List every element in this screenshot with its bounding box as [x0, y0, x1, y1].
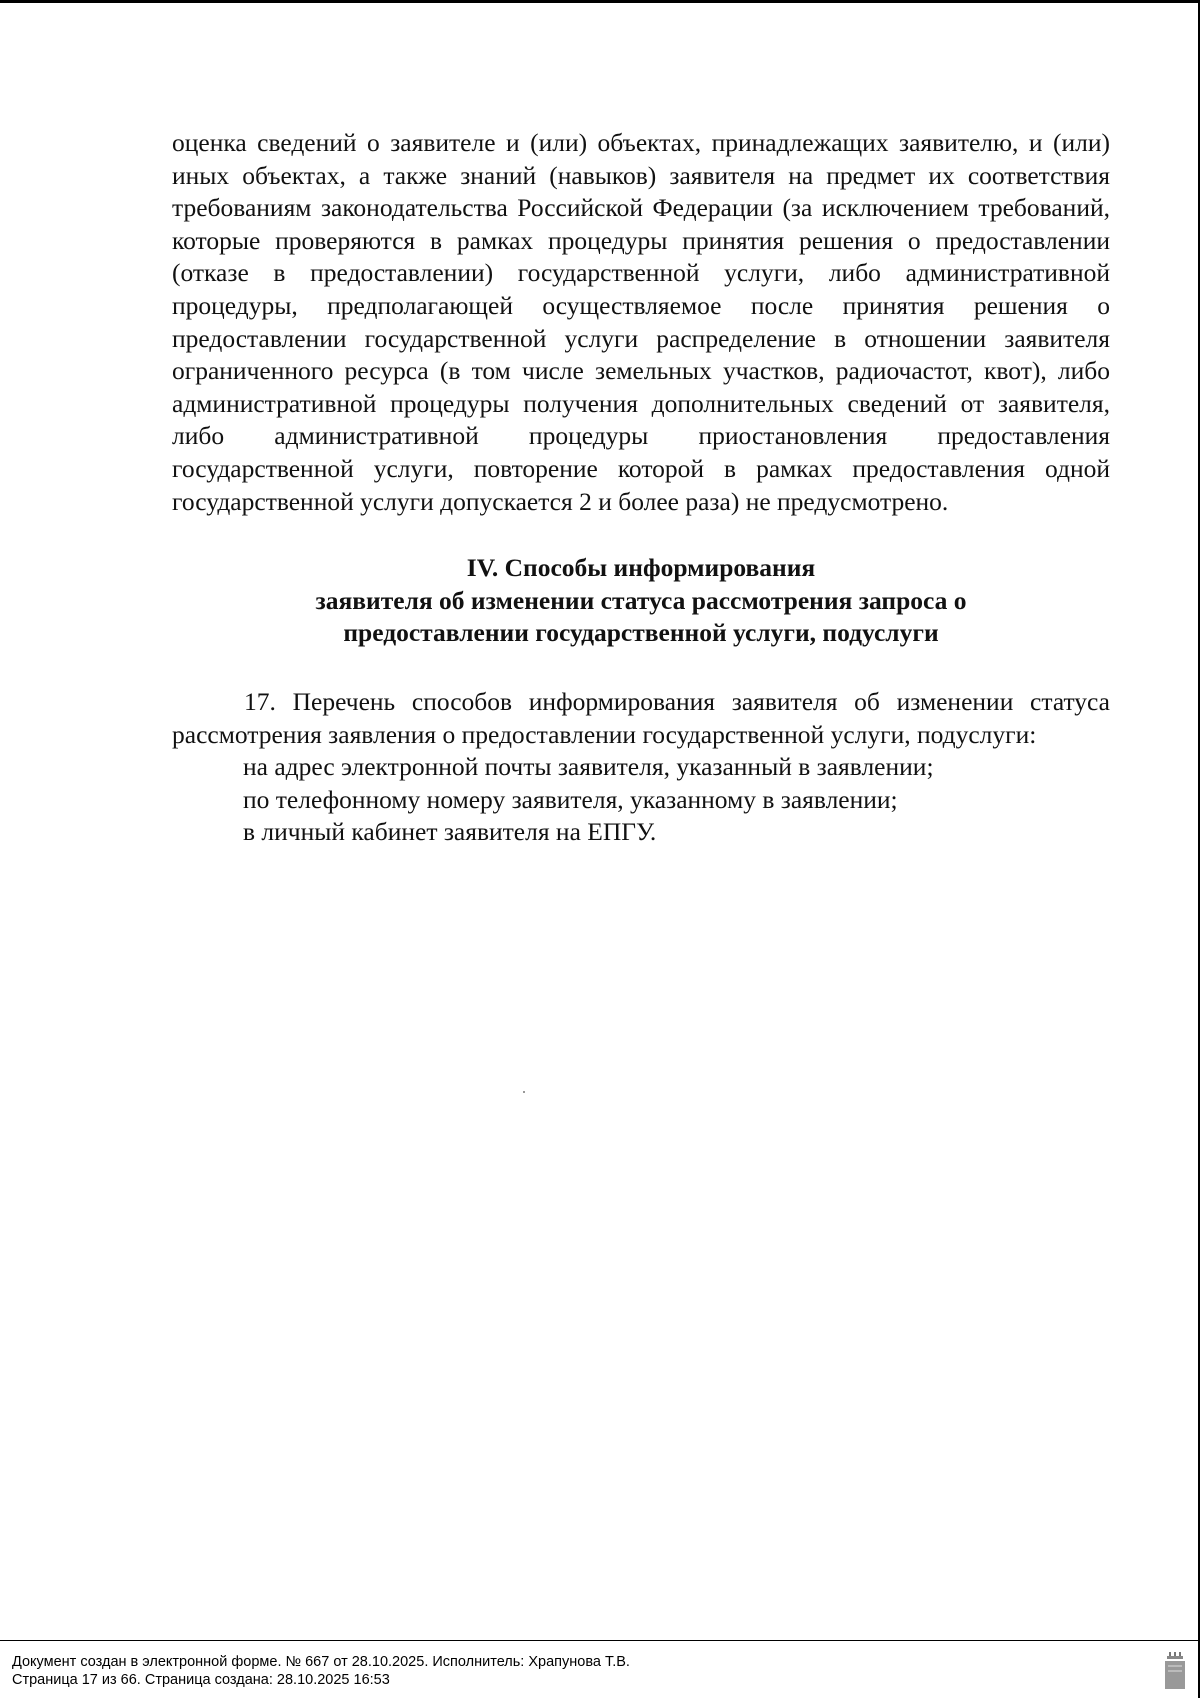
- paragraph-17: 17. Перечень способов информирования заявителя об изменении статуса рассмотрения заявления о предоставлении государственной услуги, подуслуги:: [172, 686, 1110, 749]
- footer-text: [12, 1653, 630, 1689]
- section-heading: [172, 552, 1110, 650]
- section-heading-line-2: заявителя об изменении статуса рассмотрения запроса о: [315, 585, 967, 615]
- footer-line-page-info: Страница 17 из 66. Страница создана: 28.10.2025 16:53: [12, 1672, 390, 1688]
- document-stamp-icon: [1163, 1651, 1187, 1691]
- section-heading-line-1: IV. Способы информирования: [466, 553, 816, 583]
- section-heading-line-3: предоставлении государственной услуги, подуслуги: [343, 618, 939, 648]
- document-footer: [0, 1640, 1200, 1699]
- footer-line-document-info: Документ создан в электронной форме. № 667 от 28.10.2025. Исполнитель: Храпунова Т.В.: [12, 1654, 630, 1670]
- list-item-phone: по телефонному номеру заявителя, указанному в заявлении;: [243, 784, 898, 814]
- document-body: [172, 127, 1110, 849]
- list-item-email: на адрес электронной почты заявителя, указанный в заявлении;: [243, 752, 934, 782]
- scan-speck: [523, 1091, 525, 1093]
- list-item-cabinet: в личный кабинет заявителя на ЕПГУ.: [243, 817, 657, 847]
- paragraph-continuation: оценка сведений о заявителе и (или) объектах, принадлежащих заявителю, и (или) иных объектах, а также знаний (навыков) заявителя на предмет их соответствия требованиям законодательства Российской Федерации (за исключением требований, которые проверяются в рамках процедуры принятия решения о предоставлении (отказе в предоставлении) государственной услуги, либо административной процедуры, предполагающей осуществляемое после принятия решения о предоставлении государственной услуги распределение в отношении заявителя ограниченного ресурса (в том числе земельных участков, радиочастот, квот), либо административной процедуры получения дополнительных сведений от заявителя, либо административной процедуры приостановления предоставления государственной услуги, повторение которой в рамках предоставления одной государственной услуги допускается 2 и более раза) не предусмотрено.: [172, 128, 1110, 516]
- top-border-line: [0, 0, 1200, 3]
